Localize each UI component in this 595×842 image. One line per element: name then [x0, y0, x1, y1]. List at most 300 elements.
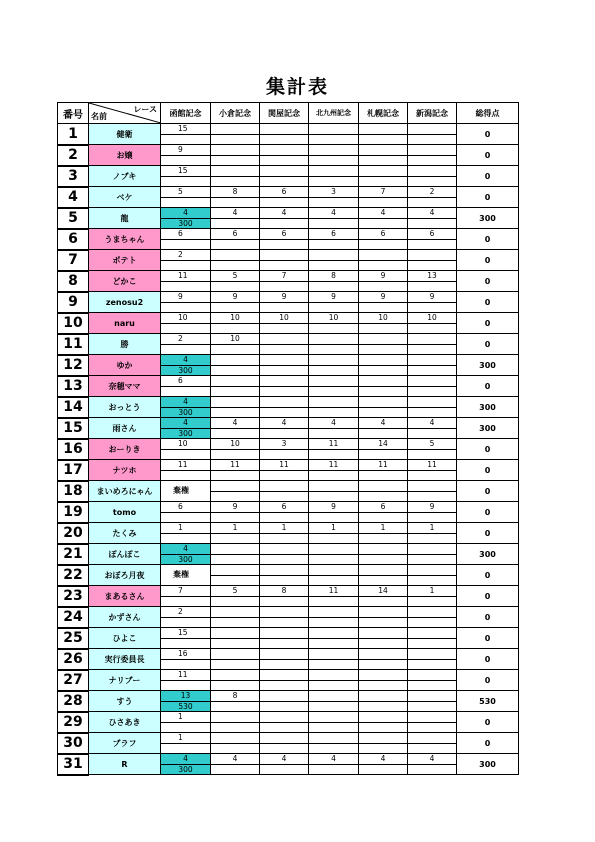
race-cell	[260, 754, 309, 775]
race-cell	[359, 397, 408, 418]
row-number: 31	[58, 754, 89, 775]
race-points	[211, 681, 259, 691]
pick-number	[408, 691, 456, 702]
pick-number: 6	[211, 229, 259, 240]
race-points	[161, 177, 210, 187]
player-name: ブラフ	[89, 733, 161, 754]
table-row	[58, 355, 519, 376]
pick-number: 10	[161, 439, 210, 450]
pick-number	[359, 334, 407, 345]
race-points	[260, 219, 308, 229]
row-number: 1	[58, 124, 89, 145]
race-cell	[309, 439, 359, 460]
row-number: 17	[58, 460, 89, 481]
race-cell	[260, 733, 309, 754]
pick-number	[211, 733, 259, 744]
race-points	[211, 282, 259, 292]
row-number: 24	[58, 607, 89, 628]
race-cell	[260, 145, 309, 166]
header-race-5: 札幌記念	[359, 103, 408, 124]
race-points	[359, 177, 407, 187]
pick-number	[408, 544, 456, 555]
pick-number	[260, 376, 308, 387]
race-points	[211, 177, 259, 187]
race-points	[260, 282, 308, 292]
race-cell	[161, 670, 211, 691]
pick-number: 10	[359, 313, 407, 324]
race-cell	[161, 145, 211, 166]
race-cell	[359, 292, 408, 313]
pick-number	[260, 355, 308, 366]
pick-number: 1	[161, 712, 210, 723]
race-points	[359, 345, 407, 355]
race-points	[408, 156, 456, 166]
pick-number: 4	[260, 418, 308, 429]
race-cell	[211, 439, 260, 460]
table-row	[58, 376, 519, 397]
table-row	[58, 397, 519, 418]
race-cell	[211, 166, 260, 187]
player-name: ひさあき	[89, 712, 161, 733]
table-row	[58, 145, 519, 166]
race-cell	[309, 754, 359, 775]
race-cell	[408, 670, 457, 691]
race-cell	[408, 733, 457, 754]
race-cell	[309, 355, 359, 376]
race-cell	[408, 376, 457, 397]
race-cell	[309, 712, 359, 733]
table-row	[58, 481, 519, 502]
race-points	[359, 681, 407, 691]
pick-number	[408, 565, 456, 576]
race-points	[260, 366, 308, 376]
race-points	[211, 387, 259, 397]
race-cell	[408, 565, 457, 586]
race-points	[309, 429, 358, 439]
race-points	[211, 765, 259, 775]
pick-number: 10	[211, 439, 259, 450]
pick-number	[359, 649, 407, 660]
total-score: 300	[457, 754, 519, 775]
race-cell	[260, 166, 309, 187]
pick-number: 4	[309, 208, 358, 219]
table-row	[58, 271, 519, 292]
race-points	[359, 198, 407, 208]
pick-number	[260, 691, 308, 702]
race-cell	[408, 418, 457, 439]
race-points	[408, 324, 456, 334]
race-cell	[211, 313, 260, 334]
race-cell	[359, 418, 408, 439]
race-cell	[359, 733, 408, 754]
row-number: 3	[58, 166, 89, 187]
race-points	[359, 156, 407, 166]
race-points	[359, 534, 407, 544]
race-cell	[408, 187, 457, 208]
race-cell	[309, 523, 359, 544]
race-cell	[309, 313, 359, 334]
header-race-3: 関屋記念	[260, 103, 309, 124]
race-cell	[260, 376, 309, 397]
pick-number: 2	[408, 187, 456, 198]
race-points	[309, 513, 358, 523]
race-cell	[260, 691, 309, 712]
pick-number: 4	[309, 754, 358, 765]
race-cell	[260, 187, 309, 208]
race-cell	[260, 712, 309, 733]
race-cell	[161, 481, 211, 502]
pick-number: 9	[211, 502, 259, 513]
pick-number: 4	[408, 418, 456, 429]
race-cell	[359, 313, 408, 334]
race-points	[309, 639, 358, 649]
race-points	[309, 303, 358, 313]
race-cell	[161, 544, 211, 565]
race-points	[161, 135, 210, 145]
race-cell	[211, 229, 260, 250]
race-cell	[260, 439, 309, 460]
race-points	[161, 345, 210, 355]
race-cell	[260, 460, 309, 481]
race-cell	[161, 628, 211, 649]
row-number: 2	[58, 145, 89, 166]
race-cell	[309, 649, 359, 670]
pick-number	[211, 397, 259, 408]
race-cell	[309, 502, 359, 523]
pick-number	[260, 670, 308, 681]
race-cell	[161, 208, 211, 229]
race-cell	[359, 565, 408, 586]
race-cell	[211, 397, 260, 418]
pick-number: 1	[161, 733, 210, 744]
total-score: 530	[457, 691, 519, 712]
race-points	[211, 345, 259, 355]
player-name: 実行委員長	[89, 649, 161, 670]
pick-number: 4	[161, 208, 210, 219]
race-cell	[161, 271, 211, 292]
pick-number	[359, 397, 407, 408]
race-points	[408, 702, 456, 712]
pick-number	[260, 334, 308, 345]
pick-number: 13	[408, 271, 456, 282]
row-number: 10	[58, 313, 89, 334]
withdrawn-label: 棄権	[173, 486, 189, 495]
player-name: おぼろ月夜	[89, 565, 161, 586]
race-points	[408, 723, 456, 733]
race-points: 300	[161, 219, 210, 229]
race-cell	[309, 481, 359, 502]
race-points	[211, 618, 259, 628]
race-cell	[408, 649, 457, 670]
row-number: 18	[58, 481, 89, 502]
total-score: 0	[457, 586, 519, 607]
row-number: 21	[58, 544, 89, 565]
pick-number	[309, 733, 358, 744]
race-points	[408, 534, 456, 544]
pick-number: 11	[161, 670, 210, 681]
table-row	[58, 418, 519, 439]
pick-number	[211, 712, 259, 723]
pick-number	[408, 124, 456, 135]
pick-number: 4	[260, 754, 308, 765]
pick-number: 4	[161, 754, 210, 765]
race-cell	[161, 691, 211, 712]
pick-number: 2	[161, 607, 210, 618]
pick-number: 16	[161, 649, 210, 660]
race-cell	[211, 355, 260, 376]
race-points	[359, 450, 407, 460]
race-points	[408, 345, 456, 355]
pick-number	[359, 607, 407, 618]
row-number: 28	[58, 691, 89, 712]
race-points	[359, 261, 407, 271]
race-points	[260, 408, 308, 418]
race-points	[359, 408, 407, 418]
pick-number	[260, 481, 308, 492]
race-points	[408, 492, 456, 502]
pick-number	[211, 649, 259, 660]
pick-number	[408, 355, 456, 366]
race-points: 300	[161, 429, 210, 439]
race-cell	[309, 418, 359, 439]
total-score: 300	[457, 397, 519, 418]
race-points	[359, 576, 407, 586]
pick-number	[309, 397, 358, 408]
race-cell	[408, 292, 457, 313]
pick-number	[408, 145, 456, 156]
race-cell	[408, 586, 457, 607]
race-points	[359, 387, 407, 397]
pick-number: 9	[211, 292, 259, 303]
pick-number: 14	[359, 439, 407, 450]
race-points	[260, 135, 308, 145]
pick-number	[359, 355, 407, 366]
race-cell	[211, 208, 260, 229]
race-cell	[161, 313, 211, 334]
race-points	[309, 387, 358, 397]
race-points	[260, 681, 308, 691]
race-points	[408, 681, 456, 691]
race-points	[161, 597, 210, 607]
pick-number: 8	[309, 271, 358, 282]
pick-number	[408, 649, 456, 660]
race-cell	[408, 313, 457, 334]
race-cell	[211, 649, 260, 670]
pick-number	[211, 481, 259, 492]
race-points	[359, 219, 407, 229]
race-points	[359, 471, 407, 481]
race-points	[408, 744, 456, 754]
race-points	[309, 219, 358, 229]
player-name: おっとう	[89, 397, 161, 418]
race-points: 300	[161, 765, 210, 775]
race-cell	[211, 271, 260, 292]
pick-number: 8	[211, 187, 259, 198]
race-points	[309, 744, 358, 754]
pick-number	[260, 628, 308, 639]
race-points	[309, 660, 358, 670]
table-row	[58, 712, 519, 733]
table-row	[58, 649, 519, 670]
pick-number: 1	[161, 523, 210, 534]
race-cell	[260, 628, 309, 649]
total-score: 0	[457, 439, 519, 460]
race-points	[211, 744, 259, 754]
table-row	[58, 460, 519, 481]
race-cell	[309, 607, 359, 628]
pick-number: 4	[260, 208, 308, 219]
pick-number: 11	[309, 460, 358, 471]
pick-number: 11	[161, 271, 210, 282]
player-name: ナツホ	[89, 460, 161, 481]
race-cell	[408, 439, 457, 460]
race-cell	[408, 544, 457, 565]
pick-number	[260, 145, 308, 156]
pick-number: 11	[211, 460, 259, 471]
race-points	[161, 744, 210, 754]
table-row	[58, 187, 519, 208]
player-name: ゆか	[89, 355, 161, 376]
total-score: 0	[457, 481, 519, 502]
race-cell	[161, 460, 211, 481]
pick-number	[309, 145, 358, 156]
race-cell	[211, 691, 260, 712]
pick-number	[309, 481, 358, 492]
table-row	[58, 313, 519, 334]
race-cell	[161, 733, 211, 754]
table-row	[58, 691, 519, 712]
race-points	[408, 282, 456, 292]
pick-number: 11	[359, 460, 407, 471]
race-cell	[359, 502, 408, 523]
race-cell	[309, 586, 359, 607]
pick-number	[211, 355, 259, 366]
race-points	[408, 240, 456, 250]
race-points	[408, 135, 456, 145]
race-cell	[161, 397, 211, 418]
race-cell	[359, 670, 408, 691]
race-cell	[408, 502, 457, 523]
table-row	[58, 229, 519, 250]
race-cell	[359, 628, 408, 649]
pick-number	[408, 481, 456, 492]
race-points	[309, 282, 358, 292]
pick-number	[359, 628, 407, 639]
total-score: 0	[457, 523, 519, 544]
pick-number	[309, 691, 358, 702]
race-cell	[211, 586, 260, 607]
race-points	[408, 366, 456, 376]
race-cell	[161, 229, 211, 250]
race-cell	[359, 712, 408, 733]
row-number: 7	[58, 250, 89, 271]
pick-number: 4	[309, 418, 358, 429]
pick-number: 1	[408, 523, 456, 534]
pick-number: 14	[359, 586, 407, 597]
pick-number: 10	[211, 313, 259, 324]
race-points	[408, 639, 456, 649]
race-points	[260, 471, 308, 481]
race-cell	[359, 334, 408, 355]
pick-number	[408, 397, 456, 408]
race-points	[408, 303, 456, 313]
results-table	[57, 102, 519, 776]
total-score: 0	[457, 502, 519, 523]
race-cell	[309, 145, 359, 166]
player-name: ぽんぽこ	[89, 544, 161, 565]
player-name: tomo	[89, 502, 161, 523]
pick-number	[211, 250, 259, 261]
total-score: 0	[457, 670, 519, 691]
pick-number	[211, 670, 259, 681]
race-points	[211, 366, 259, 376]
pick-number: 15	[161, 628, 210, 639]
race-cell	[161, 250, 211, 271]
race-cell	[211, 712, 260, 733]
race-points	[309, 492, 358, 502]
pick-number	[359, 376, 407, 387]
pick-number: 6	[260, 187, 308, 198]
race-cell	[161, 187, 211, 208]
race-points	[309, 135, 358, 145]
pick-number: 11	[260, 460, 308, 471]
race-cell	[211, 292, 260, 313]
player-name: たくみ	[89, 523, 161, 544]
race-points	[408, 177, 456, 187]
pick-number	[408, 166, 456, 177]
row-number: 11	[58, 334, 89, 355]
race-points	[408, 576, 456, 586]
pick-number: 9	[408, 502, 456, 513]
race-points	[211, 702, 259, 712]
row-number: 15	[58, 418, 89, 439]
table-row	[58, 607, 519, 628]
row-number: 23	[58, 586, 89, 607]
player-name: 龍	[89, 208, 161, 229]
race-points	[408, 597, 456, 607]
table-row	[58, 502, 519, 523]
race-cell	[211, 250, 260, 271]
pick-number	[309, 628, 358, 639]
pick-number: 6	[359, 502, 407, 513]
race-cell	[309, 208, 359, 229]
pick-number	[260, 166, 308, 177]
race-cell	[408, 754, 457, 775]
race-points	[408, 261, 456, 271]
pick-number: 10	[260, 313, 308, 324]
race-cell	[309, 460, 359, 481]
header-race-2: 小倉記念	[211, 103, 260, 124]
race-points	[260, 702, 308, 712]
player-name: 勝	[89, 334, 161, 355]
pick-number: 10	[161, 313, 210, 324]
row-number: 16	[58, 439, 89, 460]
race-points	[408, 408, 456, 418]
race-cell	[309, 544, 359, 565]
total-score: 0	[457, 271, 519, 292]
race-points	[309, 576, 358, 586]
pick-number: 5	[211, 271, 259, 282]
race-points	[161, 534, 210, 544]
race-points	[260, 513, 308, 523]
pick-number: 7	[161, 586, 210, 597]
race-points	[359, 135, 407, 145]
race-points	[260, 576, 308, 586]
race-points	[260, 156, 308, 166]
race-cell	[309, 733, 359, 754]
player-name: 奈穂ママ	[89, 376, 161, 397]
race-cell	[408, 628, 457, 649]
